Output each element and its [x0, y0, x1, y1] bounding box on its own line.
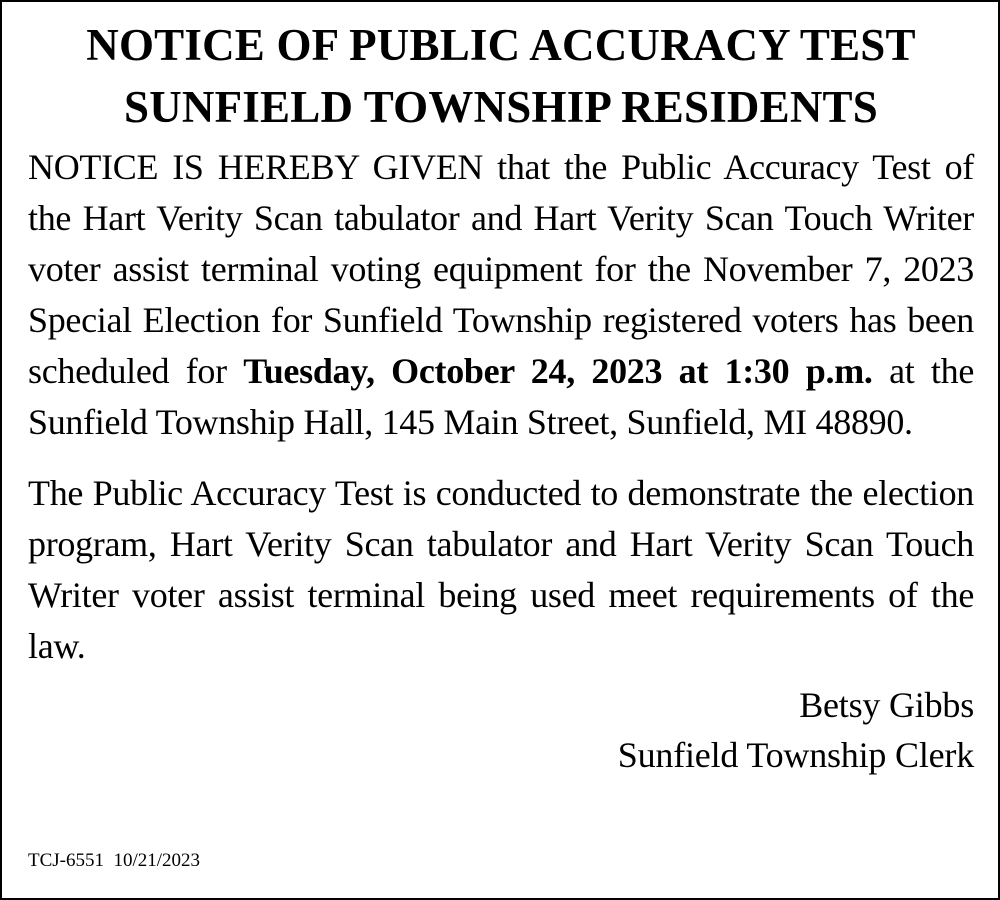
notice-intro-text: NOTICE IS HEREBY GIVEN that the Public Accuracy Test of the Hart Verity Scan tabulator and Hart Verity Scan Touch Writer voter assist terminal voting equipment for the November 7, 2023 Special Election for Sunfield Township registered voters has been scheduled for	[28, 147, 974, 391]
test-location: at the Sunfield Township Hall, 145 Main Street, Sunfield, MI 48890.	[28, 351, 975, 442]
notice-title: NOTICE OF PUBLIC ACCURACY TEST	[86, 20, 916, 70]
notice-subtitle: SUNFIELD TOWNSHIP RESIDENTS	[124, 82, 878, 132]
test-date-time: Tuesday, October 24, 2023 at 1:30 p.m.	[243, 351, 873, 391]
signer-name: Betsy Gibbs	[799, 685, 974, 725]
signer-title: Sunfield Township Clerk	[617, 735, 974, 775]
notice-paragraph-2: The Public Accuracy Test is conducted to demonstrate the election program, Hart Verity Scan tabulator and Hart Verity Scan Touch Writer voter assist terminal being used meet requirements of the law.	[28, 473, 974, 666]
publication-code: TCJ-6551 10/21/2023	[28, 850, 201, 871]
notice-paragraph-1	[28, 142, 974, 448]
